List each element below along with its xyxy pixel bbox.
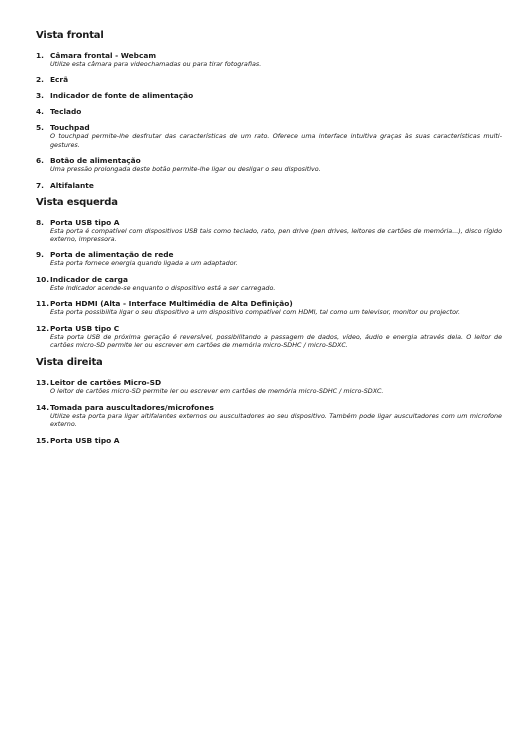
item-number: 6. bbox=[36, 156, 44, 166]
item-title: Tomada para auscultadores/microfones bbox=[50, 402, 214, 412]
manual-page bbox=[36, 30, 502, 452]
item-description: O touchpad permite-lhe desfrutar das características de um rato. Oferece uma interface intuitiva graças às suas características multi-gestures. bbox=[50, 132, 502, 149]
item-description: O leitor de cartões micro-SD permite ler ou escrever em cartões de memória micro-SDHC / micro-SDXC. bbox=[50, 387, 384, 396]
item-content bbox=[50, 299, 502, 316]
item-number: 3. bbox=[36, 91, 44, 101]
list-item bbox=[36, 181, 502, 190]
item-number: 8. bbox=[36, 217, 44, 227]
item-content bbox=[50, 250, 502, 267]
item-title: Porta de alimentação de rede bbox=[50, 250, 174, 260]
item-description: Esta porta USB de próxima geração é reversível, possibilitando a passagem de dados, vídeo, áudio e energia através dela. O leitor de cartões micro-SD permite ler ou escrever em cartões de memória micro-SDHC / micro-SDXC. bbox=[50, 332, 502, 350]
list-item bbox=[36, 91, 502, 100]
section-front-view bbox=[36, 30, 502, 190]
list-item bbox=[36, 156, 502, 173]
list-item bbox=[36, 51, 502, 68]
item-title: Leitor de cartões Micro-SD bbox=[50, 378, 162, 388]
item-title: Câmara frontal - Webcam bbox=[50, 51, 157, 60]
item-content bbox=[50, 324, 502, 350]
item-title: Altifalante bbox=[50, 180, 94, 190]
list-item bbox=[36, 378, 502, 395]
item-number: 11. bbox=[36, 299, 50, 309]
item-number: 14. bbox=[36, 402, 50, 412]
item-number: 5. bbox=[36, 123, 44, 133]
item-title: Teclado bbox=[50, 107, 82, 117]
list-item bbox=[36, 218, 502, 244]
item-content bbox=[50, 156, 502, 173]
item-list bbox=[36, 218, 502, 350]
item-number: 10. bbox=[36, 274, 50, 284]
list-item bbox=[36, 123, 502, 149]
item-content bbox=[50, 218, 502, 244]
item-description: Este indicador acende-se enquanto o dispositivo está a ser carregado. bbox=[50, 283, 276, 292]
item-title: Botão de alimentação bbox=[50, 156, 141, 166]
item-title: Porta USB tipo C bbox=[50, 323, 120, 333]
item-number: 1. bbox=[36, 51, 44, 60]
list-item bbox=[36, 436, 502, 445]
item-description: Uma pressão prolongada deste botão permite-lhe ligar ou desligar o seu dispositivo. bbox=[50, 165, 321, 174]
item-content bbox=[50, 107, 502, 116]
item-number: 4. bbox=[36, 107, 44, 117]
section-title: Vista direita bbox=[36, 357, 103, 369]
item-list bbox=[36, 51, 502, 190]
item-number: 2. bbox=[36, 75, 44, 85]
item-title: Indicador de carga bbox=[50, 274, 128, 284]
item-title: Ecrã bbox=[50, 75, 69, 85]
list-item bbox=[36, 403, 502, 429]
list-item bbox=[36, 107, 502, 116]
item-content bbox=[50, 123, 502, 149]
item-content bbox=[50, 436, 502, 445]
item-content bbox=[50, 75, 502, 84]
item-number: 7. bbox=[36, 180, 44, 190]
item-number: 9. bbox=[36, 250, 44, 260]
item-title: Porta USB tipo A bbox=[50, 217, 120, 227]
item-description: Utilize esta câmara para videochamadas ou para tirar fotografias. bbox=[50, 60, 262, 68]
item-number: 15. bbox=[36, 435, 50, 445]
list-item bbox=[36, 324, 502, 350]
item-title: Indicador de fonte de alimentação bbox=[50, 91, 194, 101]
item-description: Esta porta fornece energia quando ligada a um adaptador. bbox=[50, 259, 238, 268]
item-description: Esta porta possibilita ligar o seu dispositivo a um dispositivo compatível com HDMI, tal como um televisor, monitor ou projector. bbox=[50, 308, 461, 317]
list-item bbox=[36, 75, 502, 84]
item-number: 12. bbox=[36, 323, 50, 333]
section-title: Vista esquerda bbox=[36, 196, 118, 208]
item-title: Porta USB tipo A bbox=[50, 435, 120, 445]
item-content bbox=[50, 51, 502, 68]
item-content bbox=[50, 378, 502, 395]
section-left-view bbox=[36, 197, 502, 350]
item-content bbox=[50, 275, 502, 292]
section-right-view bbox=[36, 357, 502, 444]
item-list bbox=[36, 378, 502, 444]
item-content bbox=[50, 181, 502, 190]
item-content bbox=[50, 403, 502, 429]
item-title: Touchpad bbox=[50, 123, 90, 133]
list-item bbox=[36, 275, 502, 292]
section-title: Vista frontal bbox=[36, 30, 104, 41]
item-number: 13. bbox=[36, 378, 50, 388]
item-content bbox=[50, 91, 502, 100]
item-description: Utilize esta porta para ligar altifalantes externos ou auscultadores ao seu dispositivo. Também pode ligar auscultadores com um microfone externo. bbox=[50, 411, 502, 429]
list-item bbox=[36, 299, 502, 316]
list-item bbox=[36, 250, 502, 267]
item-description: Esta porta é compatível com dispositivos USB tais como teclado, rato, pen drive (pen drives, leitores de cartões de memória...), disco rígido externo, impressora. bbox=[50, 226, 502, 244]
item-title: Porta HDMI (Alta - Interface Multimédia de Alta Definição) bbox=[50, 299, 293, 309]
